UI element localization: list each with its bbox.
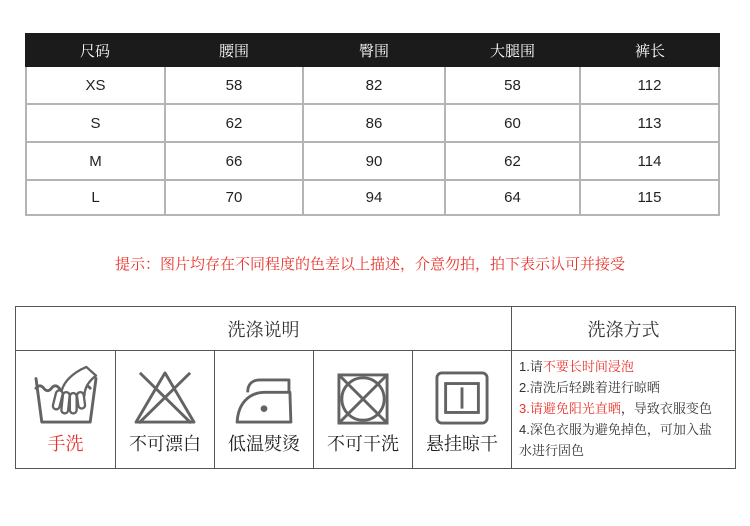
header-waist: 腰围: [218, 42, 249, 60]
hand-wash-icon: [32, 365, 100, 425]
thigh-cell: 58: [446, 67, 579, 103]
size-cell: S: [27, 105, 164, 141]
color-difference-notice: 提示：图片均存在不同程度的色差以上描述，介意勿拍，拍下表示认可并接受: [114, 256, 625, 273]
hip-cell: 90: [304, 143, 444, 179]
method-highlight: 3.请避免阳光直晒: [519, 401, 621, 416]
waist-cell: 66: [166, 143, 302, 179]
header-size: 尺码: [79, 42, 110, 60]
size-cell: L: [27, 181, 164, 214]
care-symbol-hand-wash: [16, 351, 115, 468]
length-cell: 115: [581, 181, 718, 214]
hang-dry-icon: [435, 365, 489, 425]
care-symbol-no-bleach: [116, 351, 214, 468]
length-cell: 112: [581, 67, 718, 103]
care-symbol-label: 不可漂白: [129, 434, 201, 454]
care-symbol-label: 不可干洗: [327, 434, 399, 454]
care-method-title: 洗涤方式: [512, 307, 735, 350]
method-text: ，导致衣服变色: [620, 401, 712, 416]
care-symbol-low-iron: [215, 351, 313, 468]
care-symbol-label: 手洗: [47, 434, 84, 454]
header-thigh: 大腿围: [489, 42, 535, 60]
size-cell: XS: [27, 67, 164, 103]
hip-cell: 82: [304, 67, 444, 103]
hip-cell: 94: [304, 181, 444, 214]
care-method-item: [519, 356, 723, 377]
low-temperature-iron-icon: [234, 365, 294, 425]
care-method-item: [519, 419, 723, 461]
method-highlight: 不要长时间浸泡: [542, 359, 634, 374]
hip-cell: 86: [304, 105, 444, 141]
waist-cell: 62: [166, 105, 302, 141]
method-text: 2.清洗后轻跳着进行晾晒: [519, 380, 660, 395]
waist-cell: 70: [166, 181, 302, 214]
care-symbol-label: 悬挂晾干: [426, 434, 498, 454]
thigh-cell: 60: [446, 105, 579, 141]
method-text: 1.请: [519, 359, 543, 374]
care-method-item: [519, 398, 723, 419]
size-chart-table: [25, 33, 720, 216]
size-chart-header-row: [25, 33, 720, 67]
method-text: 4.深色衣服为避免掉色，可加入盐水进行固色: [519, 422, 712, 458]
thigh-cell: 62: [446, 143, 579, 179]
length-cell: 113: [581, 105, 718, 141]
care-symbol-label: 低温熨烫: [228, 434, 300, 454]
care-instructions-table: [15, 306, 736, 469]
size-cell: M: [27, 143, 164, 179]
care-methods-list: [512, 351, 735, 468]
no-dry-clean-icon: [337, 365, 389, 425]
size-chart-body: [25, 67, 720, 216]
header-hip: 臀围: [358, 42, 389, 60]
care-instructions-title: 洗涤说明: [16, 307, 511, 350]
no-bleach-icon: [133, 365, 197, 425]
care-symbol-no-dry-clean: [314, 351, 412, 468]
header-length: 裤长: [634, 42, 665, 60]
care-symbol-hang-dry: [413, 351, 511, 468]
waist-cell: 58: [166, 67, 302, 103]
care-method-item: [519, 377, 723, 398]
thigh-cell: 64: [446, 181, 579, 214]
length-cell: 114: [581, 143, 718, 179]
